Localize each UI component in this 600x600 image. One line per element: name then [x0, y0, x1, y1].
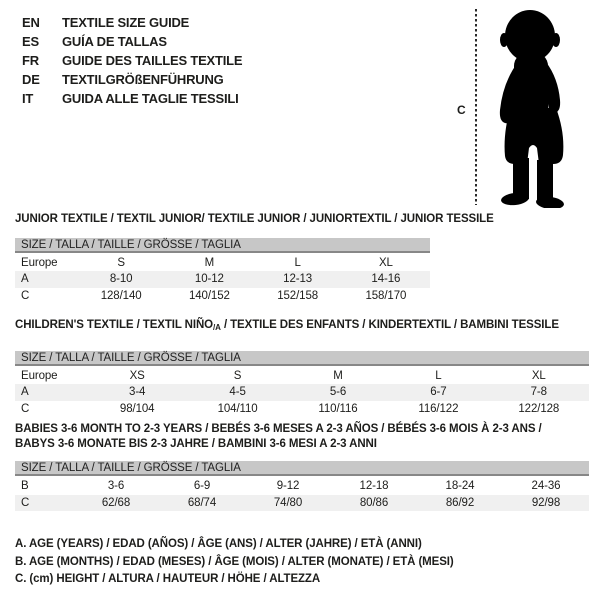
table-header-row — [15, 255, 430, 272]
childrens-textile-section — [15, 318, 589, 417]
legend-footnotes — [15, 536, 454, 589]
size-header-bar: SIZE / TALLA / TAILLE / GRÖSSE / TAGLIA — [15, 461, 589, 476]
value-cell: 18-24 — [445, 480, 475, 492]
language-title: TEXTILE SIZE GUIDE — [62, 15, 190, 30]
value-cell: 10-12 — [194, 273, 224, 285]
language-row-de — [22, 70, 242, 89]
language-title: TEXTILGRÖßENFÜHRUNG — [62, 72, 224, 87]
height-measure-figure — [440, 0, 600, 212]
language-row-en — [22, 13, 242, 32]
babies-textile-section — [15, 422, 589, 511]
value-cell: 14-16 — [371, 273, 401, 285]
title-text: CHILDREN'S TEXTILE / TEXTIL NIÑO — [15, 319, 214, 331]
language-code: EN — [22, 15, 40, 30]
table-row-height — [15, 401, 589, 418]
row-label: A — [21, 273, 29, 285]
header-cell: XL — [378, 256, 393, 269]
value-cell: 98/104 — [119, 402, 155, 415]
value-cell: 158/170 — [365, 289, 407, 302]
value-cell: 3-4 — [129, 386, 146, 398]
title-line-2: BABYS 3-6 MONATE BIS 2-3 JAHRE / BAMBINI 3-6 MESI A 2-3 ANNI — [15, 437, 377, 450]
table-row-height — [15, 288, 430, 305]
language-row-it — [22, 89, 242, 108]
table-row-height — [15, 495, 589, 512]
value-cell: 152/158 — [277, 289, 319, 302]
height-measure-label: C — [457, 103, 466, 117]
value-cell: 12-18 — [359, 480, 389, 492]
babies-section-title — [15, 422, 589, 451]
header-cell: M — [204, 256, 215, 269]
header-cell: XS — [129, 369, 145, 382]
value-cell: 68/74 — [187, 496, 217, 509]
language-row-es — [22, 32, 242, 51]
header-cell: M — [333, 369, 343, 382]
value-cell: 128/140 — [100, 289, 142, 302]
table-row-age — [15, 271, 430, 288]
table-row-age — [15, 384, 589, 401]
value-cell: 80/86 — [359, 496, 389, 509]
row-label: C — [21, 289, 30, 302]
value-cell: 62/68 — [101, 496, 131, 509]
header-cell: L — [435, 369, 442, 382]
title-subscript: /A — [213, 323, 221, 332]
value-cell: 104/110 — [217, 402, 258, 415]
header-cell: S — [117, 256, 125, 269]
value-cell: 92/98 — [531, 496, 561, 509]
value-cell: 122/128 — [518, 402, 560, 415]
size-header-bar: SIZE / TALLA / TAILLE / GRÖSSE / TAGLIA — [15, 351, 589, 366]
value-cell: 3-6 — [107, 480, 125, 492]
language-code: IT — [22, 91, 34, 106]
language-title-list — [22, 13, 242, 108]
value-cell: 86/92 — [445, 496, 475, 509]
row-label: C — [21, 496, 30, 509]
language-code: DE — [22, 72, 40, 87]
value-cell: 12-13 — [283, 273, 313, 285]
row-label: A — [21, 386, 29, 398]
childrens-section-title — [15, 318, 589, 336]
value-cell: 74/80 — [273, 496, 303, 509]
baby-silhouette-icon — [484, 8, 584, 208]
footnote-age-months: B. AGE (MONTHS) / EDAD (MESES) / ÂGE (MOIS) / ALTER (MONATE) / ETÀ (MESI) — [15, 555, 454, 568]
value-cell: 116/122 — [418, 402, 459, 415]
junior-textile-section — [15, 212, 494, 304]
table-row-age-months — [15, 478, 589, 495]
value-cell: 110/116 — [318, 402, 358, 415]
value-cell: 8-10 — [109, 273, 133, 285]
value-cell: 140/152 — [188, 289, 230, 302]
language-code: ES — [22, 34, 39, 49]
value-cell: 5-6 — [329, 386, 347, 398]
value-cell: 24-36 — [531, 480, 561, 492]
height-dashed-line — [475, 9, 477, 205]
title-line-1: BABIES 3-6 MONTH TO 2-3 YEARS / BEBÉS 3-6 MESES A 2-3 AÑOS / BÉBÉS 3-6 MOIS À 2-3 ANS / — [15, 423, 542, 435]
junior-section-title: JUNIOR TEXTILE / TEXTIL JUNIOR/ TEXTILE JUNIOR / JUNIORTEXTIL / JUNIOR TESSILE — [15, 213, 494, 225]
row-label: C — [21, 402, 30, 415]
value-cell: 6-9 — [193, 480, 211, 492]
footnote-height: C. (cm) HEIGHT / ALTURA / HAUTEUR / HÖHE / ALTEZZA — [15, 573, 321, 585]
language-title: GUIDE DES TAILLES TEXTILE — [62, 53, 243, 68]
header-cell: L — [294, 256, 301, 269]
value-cell: 7-8 — [530, 386, 547, 398]
header-cell: Europe — [21, 256, 58, 269]
title-text: / TEXTILE DES ENFANTS / KINDERTEXTIL / BAMBINI TESSILE — [220, 319, 559, 331]
language-title: GUÍA DE TALLAS — [62, 34, 167, 49]
language-title: GUIDA ALLE TAGLIE TESSILI — [62, 91, 239, 106]
value-cell: 4-5 — [229, 386, 246, 398]
language-code: FR — [22, 53, 39, 68]
table-header-row — [15, 368, 589, 385]
value-cell: 9-12 — [276, 480, 300, 492]
value-cell: 6-7 — [430, 386, 447, 398]
size-header-bar: SIZE / TALLA / TAILLE / GRÖSSE / TAGLIA — [15, 238, 430, 253]
header-cell: XL — [531, 369, 546, 382]
header-cell: Europe — [21, 369, 58, 382]
row-label: B — [21, 480, 29, 492]
footnote-age-years: A. AGE (YEARS) / EDAD (AÑOS) / ÂGE (ANS) / ALTER (JAHRE) / ETÀ (ANNI) — [15, 538, 422, 550]
header-cell: S — [233, 369, 242, 382]
language-row-fr — [22, 51, 242, 70]
